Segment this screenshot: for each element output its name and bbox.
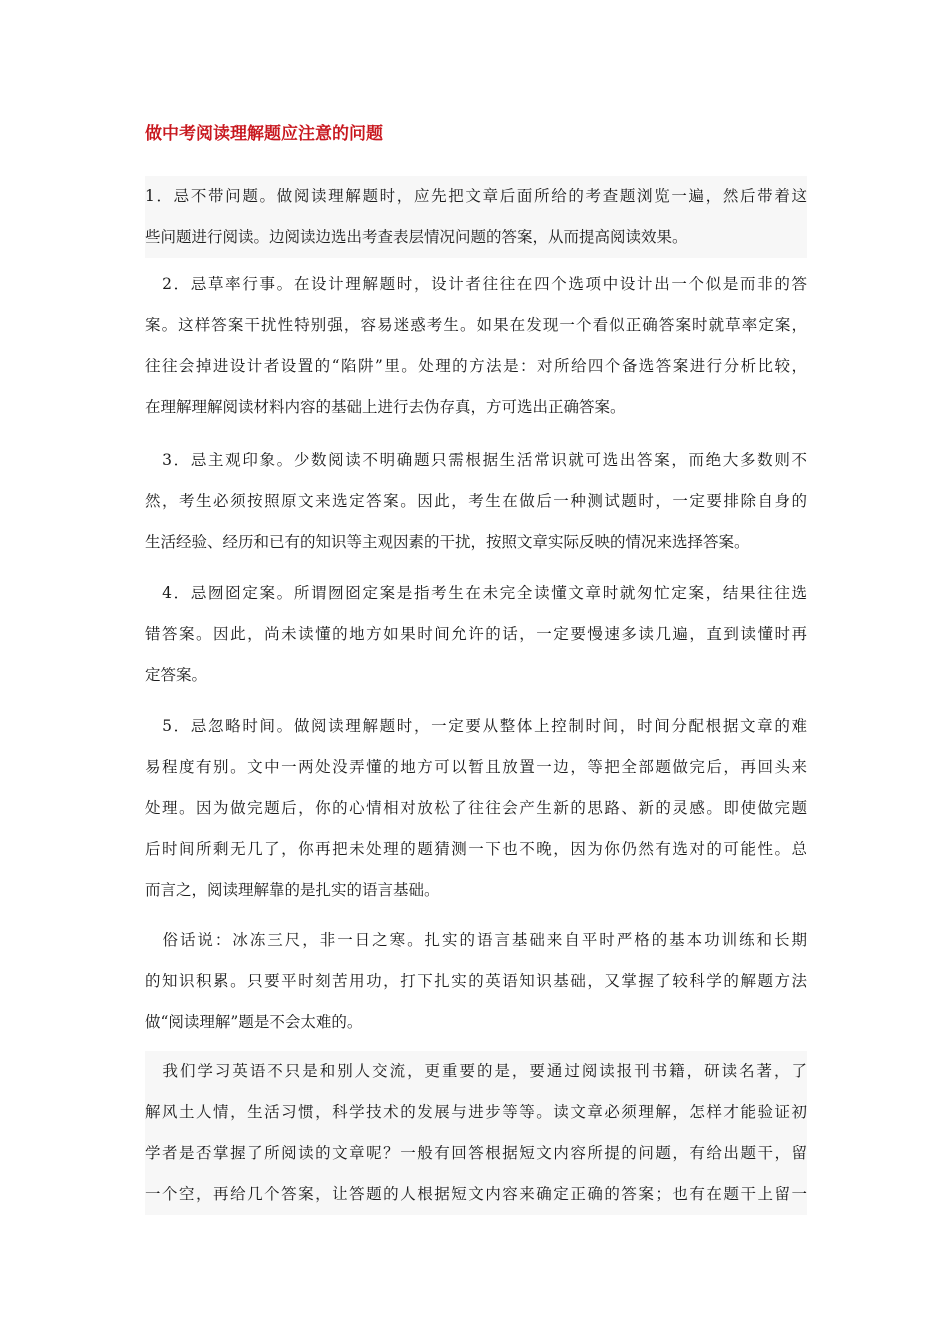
paragraph-line: 生活经验、经历和已有的知识等主观因素的干扰，按照文章实际反映的情况来选择答案。 <box>145 533 750 551</box>
paragraph-line: 些问题进行阅读。边阅读边选出考查表层情况问题的答案，从而提高阅读效果。 <box>145 228 688 246</box>
paragraph-line: 学者是否掌握了所阅读的文章呢？一般有回答根据短文内容所提的问题，有给出题干，留 <box>145 1144 807 1162</box>
document-title: 做中考阅读理解题应注意的问题 <box>145 124 383 144</box>
paragraph-3 <box>145 440 807 563</box>
paragraph-2 <box>145 264 807 428</box>
paragraph-line: 3．忌主观印象。少数阅读不明确题只需根据生活常识就可选出答案，而绝大多数则不 <box>145 451 807 469</box>
paragraph-line: 在理解理解阅读材料内容的基础上进行去伪存真，方可选出正确答案。 <box>145 398 626 416</box>
paragraph-line: 2．忌草率行事。在设计理解题时，设计者往往在四个选项中设计出一个似是而非的答 <box>145 275 807 293</box>
paragraph-line: 做“阅读理解”题是不会太难的。 <box>145 1013 363 1031</box>
paragraph-1 <box>145 176 807 258</box>
paragraph-line: 定答案。 <box>145 666 208 684</box>
paragraph-line: 易程度有别。文中一两处没弄懂的地方可以暂且放置一边，等把全部题做完后，再回头来 <box>145 758 807 776</box>
paragraph-line: 我们学习英语不只是和别人交流，更重要的是，要通过阅读报刊书籍，研读名著，了 <box>145 1062 807 1080</box>
paragraph-5 <box>145 706 807 911</box>
paragraph-line: 4．忌囫囵定案。所谓囫囵定案是指考生在未完全读懂文章时就匆忙定案，结果往往选 <box>145 584 807 602</box>
paragraph-line: 后时间所剩无几了，你再把未处理的题猜测一下也不晚，因为你仍然有选对的可能性。总 <box>145 840 807 858</box>
paragraph-7 <box>145 1051 807 1215</box>
paragraph-line: 处理。因为做完题后，你的心情相对放松了往往会产生新的思路、新的灵感。即使做完题 <box>145 799 807 817</box>
paragraph-line: 而言之，阅读理解靠的是扎实的语言基础。 <box>145 881 440 899</box>
paragraph-line: 一个空，再给几个答案，让答题的人根据短文内容来确定正确的答案；也有在题干上留一 <box>145 1185 807 1203</box>
paragraph-line: 的知识积累。只要平时刻苦用功，打下扎实的英语知识基础，又掌握了较科学的解题方法 <box>145 972 807 990</box>
paragraph-line: 然，考生必须按照原文来选定答案。因此，考生在做后一种测试题时，一定要排除自身的 <box>145 492 807 510</box>
paragraph-line: 案。这样答案干扰性特别强，容易迷惑考生。如果在发现一个看似正确答案时就草率定案， <box>145 316 807 334</box>
paragraph-line: 错答案。因此，尚未读懂的地方如果时间允许的话，一定要慢速多读几遍，直到读懂时再 <box>145 625 807 643</box>
paragraph-4 <box>145 573 807 696</box>
paragraph-line: 5．忌忽略时间。做阅读理解题时，一定要从整体上控制时间，时间分配根据文章的难 <box>145 717 807 735</box>
paragraph-6 <box>145 920 807 1043</box>
paragraph-line: 俗话说：冰冻三尺，非一日之寒。扎实的语言基础来自平时严格的基本功训练和长期 <box>145 931 807 949</box>
paragraph-line: 往往会掉进设计者设置的“陷阱”里。处理的方法是：对所给四个备选答案进行分析比较， <box>145 357 807 375</box>
paragraph-line: 解风土人情，生活习惯，科学技术的发展与进步等等。读文章必须理解，怎样才能验证初 <box>145 1103 807 1121</box>
paragraph-line: 1．忌不带问题。做阅读理解题时，应先把文章后面所给的考查题浏览一遍，然后带着这 <box>145 187 807 205</box>
